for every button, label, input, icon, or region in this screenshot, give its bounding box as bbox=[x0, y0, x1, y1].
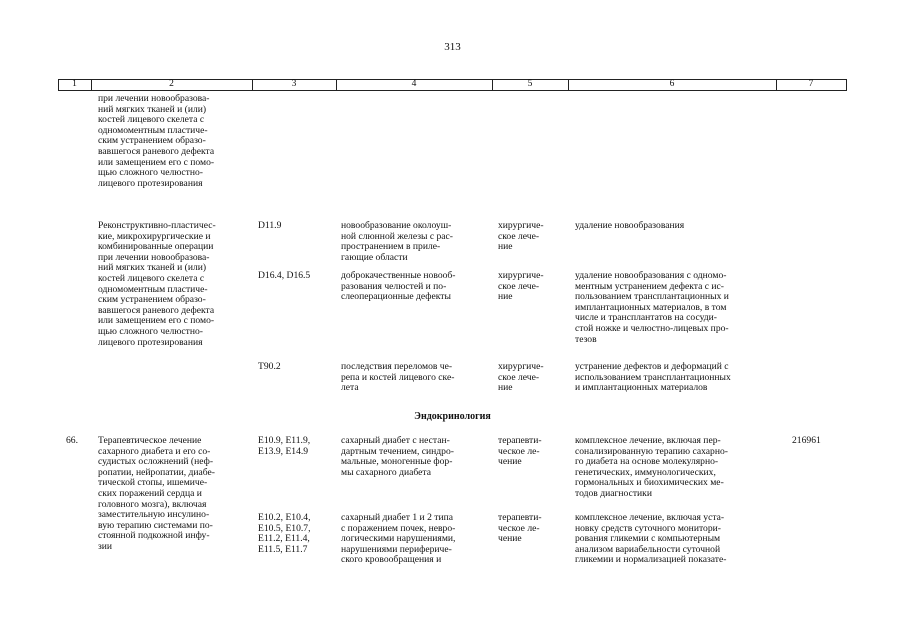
treatment-type: терапевти- ческое ле- чение bbox=[498, 512, 542, 545]
patient-model: сахарный диабет с нестан- дартным течением, синдро- мальные, моногенные фор- мы сахарного диабета bbox=[341, 435, 454, 478]
diagnosis-codes: E10.9, E11.9, E13.9, E14.9 bbox=[258, 435, 311, 457]
continued-group-name: при лечении новообразова- ний мягких тканей и (или) костей лицевого скелета с одномоментным пластиче- ским устранением образо- вавшегося раневого дефекта или замещением его с помо- щью сложного челюстно- лицевого протезирования bbox=[98, 93, 215, 189]
diagnosis-codes: T90.2 bbox=[258, 361, 281, 372]
patient-model: доброкачественные новооб- разования челюстей и по- слеоперационные дефекты bbox=[341, 270, 456, 303]
patient-model: последствия переломов че- репа и костей лицевого ске- лета bbox=[341, 361, 455, 394]
treatment-method: удаление новообразования с одномо- ментным устранением дефекта с ис- пользованием трансплантационных и имплантационных материалов, в том числе и трансплантатов на сосуди- стой ножке и челюстно-лицевых про- тезов bbox=[575, 270, 729, 345]
treatment-method: комплексное лечение, включая пер- сонализированную терапию сахарно- го диабета на основе молекулярно- генетических, иммунологических, гормональных и биохимических ме- тодов диагностики bbox=[575, 435, 728, 499]
treatment-type: терапевти- ческое ле- чение bbox=[498, 435, 542, 468]
treatment-method: удаление новообразования bbox=[575, 220, 685, 231]
diagnosis-codes: D16.4, D16.5 bbox=[258, 270, 311, 281]
diagnosis-codes: D11.9 bbox=[258, 220, 282, 231]
column-header-2: 2 bbox=[169, 79, 174, 89]
column-header-5: 5 bbox=[527, 79, 533, 89]
header-divider bbox=[846, 79, 847, 90]
header-bottom-rule bbox=[58, 90, 847, 91]
group-name: Терапевтическое лечение сахарного диабета и его со- судистых осложнений (неф- ропатии, нейропатии, диабе- тической стопы, ишемиче- ских поражений сердца и головного мозга), включая заместительную инсулино- вую терапию системами по- стоянной подкожной инфу- зии bbox=[98, 435, 215, 552]
cost: 216961 bbox=[792, 435, 821, 446]
column-header-4: 4 bbox=[411, 79, 417, 89]
page-number: 313 bbox=[444, 41, 461, 53]
column-header-3: 3 bbox=[291, 79, 297, 89]
column-header-6: 6 bbox=[669, 79, 675, 89]
treatment-type: хирургиче- ское лече- ние bbox=[498, 361, 544, 394]
column-header-7: 7 bbox=[808, 79, 814, 89]
patient-model: новообразование околоуш- ной слюнной железы с рас- пространением в приле- гающие области bbox=[341, 220, 453, 263]
column-header-1: 1 bbox=[72, 79, 77, 89]
patient-model: сахарный диабет 1 и 2 типа с поражением почек, невро- логическими нарушениями, нарушениями перифериче- ского кровообращения и bbox=[341, 512, 456, 566]
diagnosis-codes: E10.2, E10.4, E10.5, E10.7, E11.2, E11.4, E11.5, E11.7 bbox=[258, 512, 311, 555]
treatment-method: устранение дефектов и деформаций с использованием трансплантационных и имплантационных материалов bbox=[575, 361, 731, 394]
group-name: Реконструктивно-пластичес- кие, микрохирургические и комбинированные операции при лечении новообразова- ний мягких тканей и (или) костей лицевого скелета с одномоментным пластиче- ским устранением образо- вавшегося раневого дефекта или замещением его с помо- щью сложного челюстно- лицевого протезирования bbox=[98, 220, 216, 348]
treatment-type: хирургиче- ское лече- ние bbox=[498, 220, 544, 253]
section-title: Эндокринология bbox=[414, 411, 491, 422]
treatment-method: комплексное лечение, включая уста- новку средств суточного монитори- рования гликемии с компьютерным анализом вариабельности суточной гликемии и нормализацией показате- bbox=[575, 512, 727, 566]
row-number: 66. bbox=[66, 435, 78, 446]
treatment-type: хирургиче- ское лече- ние bbox=[498, 270, 544, 303]
